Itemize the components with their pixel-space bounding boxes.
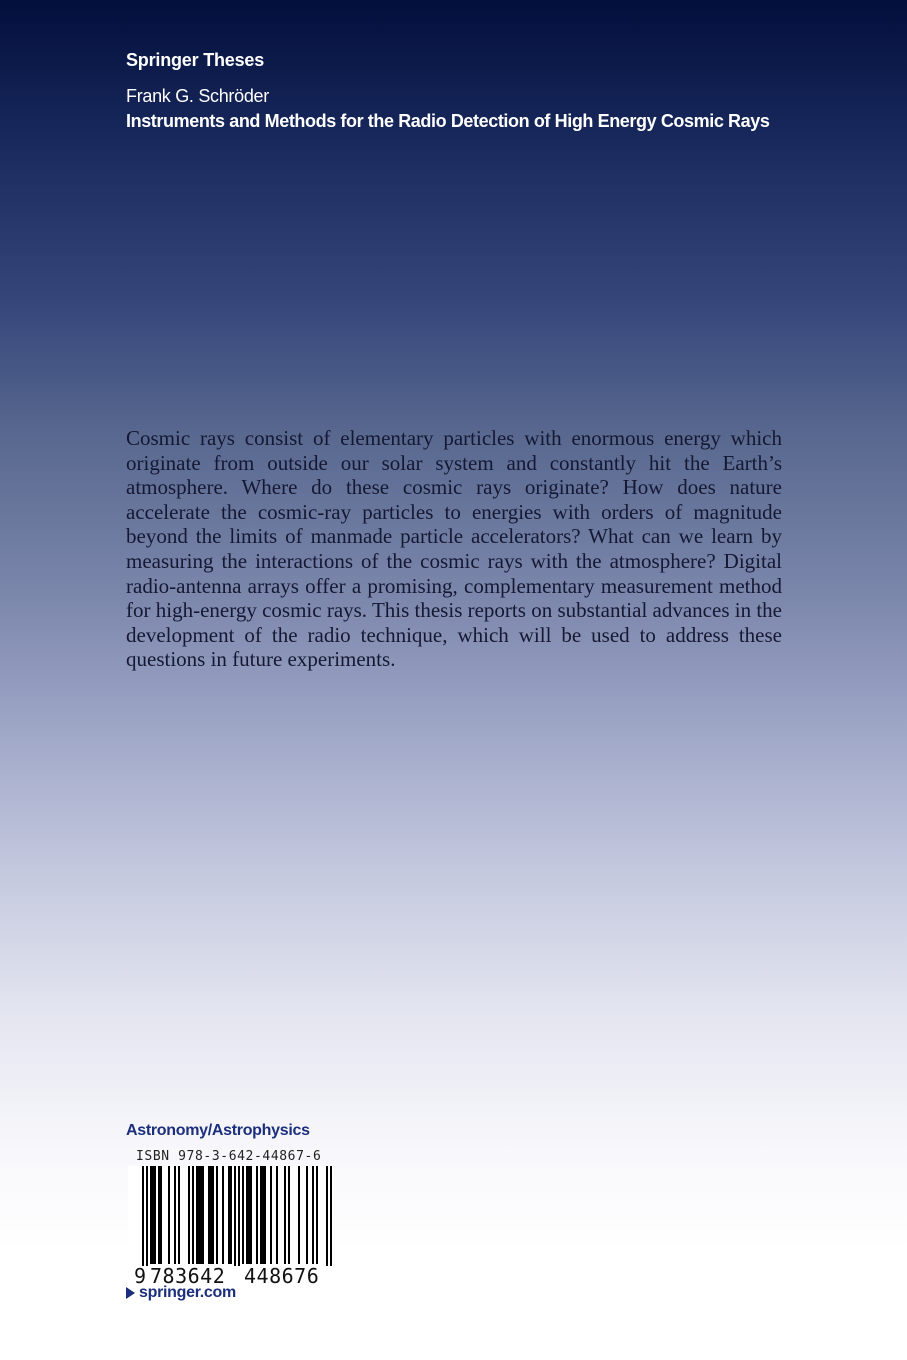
barcode-bar <box>250 1166 252 1264</box>
barcode-bar <box>200 1166 202 1264</box>
barcode-bar <box>152 1166 154 1264</box>
barcode-bar <box>276 1166 278 1264</box>
barcode-bar <box>326 1166 328 1276</box>
barcode-bar <box>248 1166 250 1264</box>
barcode-bar <box>316 1166 318 1264</box>
barcode-bar <box>312 1166 314 1264</box>
barcode-bar <box>192 1166 194 1264</box>
barcode-bar <box>298 1166 300 1264</box>
author-name: Frank G. Schröder <box>126 86 269 106</box>
back-cover-blurb: Cosmic rays consist of elementary particles with enormous energy which originate from outside our solar system and constantly hit the Earth’s atmosphere. Where do these cosmic rays originate? How does nature accelerate the cosmic-ray particles to energies with orders of magnitude beyond the limits of manmade particle accelerators? What can we learn by measuring the interactions of the cosmic rays with the atmosphere? Digital radio-antenna arrays offer a promising, complementary measurement method for high-energy cosmic rays. This thesis reports on substantial advances in the development of the radio technique, which will be used to address these questions in future experiments. <box>126 426 782 672</box>
barcode-bar <box>174 1166 176 1264</box>
series-name: Springer Theses <box>126 50 265 70</box>
barcode-bars <box>142 1166 332 1276</box>
barcode-bar <box>168 1166 170 1264</box>
barcode-bar <box>246 1166 248 1264</box>
barcode-bar <box>198 1166 200 1264</box>
barcode-bar <box>212 1166 214 1264</box>
barcode-bar <box>260 1166 262 1264</box>
barcode-bar <box>222 1166 224 1264</box>
barcode-bar <box>270 1166 272 1264</box>
barcode-bar <box>146 1166 148 1276</box>
barcode-bar <box>284 1166 286 1264</box>
barcode-bar <box>330 1166 332 1276</box>
website-link[interactable] <box>126 1284 236 1302</box>
triangle-right-icon <box>126 1287 135 1299</box>
isbn-label: ISBN 978-3-642-44867-6 <box>136 1149 322 1164</box>
barcode-graphic <box>128 1166 334 1286</box>
barcode-bar <box>142 1166 144 1276</box>
book-title: Instruments and Methods for the Radio Detection of High Energy Cosmic Rays <box>126 111 770 131</box>
website-label: springer.com <box>139 1284 236 1301</box>
barcode-first-digit: 9 <box>134 1264 147 1286</box>
barcode-bar <box>196 1166 198 1264</box>
barcode-bar <box>158 1166 160 1264</box>
barcode-bar <box>228 1166 230 1264</box>
barcode-bar <box>230 1166 232 1264</box>
subject-category: Astronomy/Astrophysics <box>126 1122 310 1139</box>
isbn-barcode <box>128 1166 334 1286</box>
barcode-bar <box>188 1166 190 1264</box>
barcode-bar <box>210 1166 212 1264</box>
barcode-bar <box>306 1166 308 1264</box>
barcode-bar <box>150 1166 152 1264</box>
barcode-bar <box>234 1166 236 1276</box>
barcode-bar <box>262 1166 264 1264</box>
barcode-right-digits: 448676 <box>244 1264 320 1286</box>
barcode-bar <box>238 1166 240 1276</box>
barcode-bar <box>202 1166 204 1264</box>
barcode-bar <box>178 1166 180 1264</box>
barcode-bar <box>256 1166 258 1264</box>
barcode-bar <box>264 1166 266 1264</box>
barcode-bar <box>242 1166 244 1264</box>
barcode-bar <box>288 1166 290 1264</box>
barcode-bar <box>208 1166 210 1264</box>
barcode-left-digits: 783642 <box>150 1264 226 1286</box>
barcode-bar <box>160 1166 162 1264</box>
barcode-bar <box>154 1166 156 1264</box>
barcode-bar <box>216 1166 218 1264</box>
